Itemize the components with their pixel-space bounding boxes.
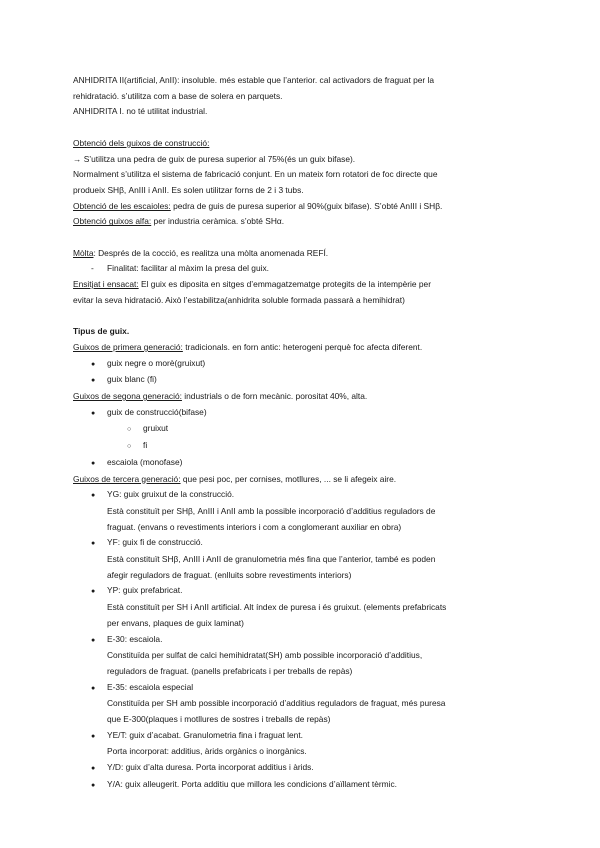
tercera-item-detail: fraguat. (envans o revestiments interiors i com a conglomerant auxiliar en obra) (107, 521, 402, 532)
primera-line: Guixos de primera generació: tradicionals. en forn antic: heterogeni perquè foc afecta diferent. (73, 341, 423, 352)
circle-bullet-icon: ○ (127, 426, 132, 434)
tercera-item-detail: Porta incorporat: additius, àrids orgànics o inorgànics. (107, 746, 307, 757)
ensitjat-line-1: Ensitjat i ensacat: El guix es diposita en sitges d’emmagatzematge protegits de la intempèrie per (73, 279, 431, 290)
tercera-item: ● YP: guix prefabricat. (73, 583, 533, 600)
arrow-icon: → (73, 153, 82, 164)
tercera-item: ● E-35: escaiola especial (73, 680, 533, 697)
tercera-line: Guixos de tercera generació: que pesi poc, per cornises, motllures, ... se li afegeix aire. (73, 473, 397, 484)
primera-label: Guixos de primera generació: (73, 341, 183, 352)
tercera-label: Guixos de tercera generació: (73, 473, 181, 484)
segona-label: Guixos de segona generació: (73, 391, 182, 402)
bullet-icon: ● (91, 684, 96, 692)
bullet-icon: ● (91, 588, 96, 596)
bullet-icon: ● (91, 781, 96, 789)
tercera-item-detail: que E-300(plaques i motllures de sostres i treballs de repàs) (107, 714, 331, 725)
tercera-item: ● Y/A: guix alleugerit. Porta additiu que millora les condicions d’aïllament tèrmic. (73, 777, 533, 794)
molta-item: - Finalitat: facilitar al màxim la presa del guix. (73, 261, 533, 277)
ensitjat-label: Ensitjat i ensacat: (73, 279, 139, 290)
tercera-item-detail: Constituïda per sulfat de calci hemihidratat(SH) amb possible incorporació d’additius, (107, 650, 423, 661)
escaioles-label: Obtenció de les escaioles: (73, 200, 171, 211)
tercera-item: ● E-30: escaiola. (73, 632, 533, 649)
primera-item: ● guix negre o morè(gruixut) (73, 356, 533, 373)
tercera-item-detail: Constituïda per SH amb possible incorporació d’additius reguladors de fraguat, més puresa (107, 698, 446, 709)
bullet-icon: ● (91, 540, 96, 548)
bullet-icon: ● (91, 636, 96, 644)
alfa-line: Obtenció guixos alfa: per industria ceràmica. s’obté SHα. (73, 216, 285, 227)
escaioles-line: Obtenció de les escaioles: pedra de guis de puresa superior al 90%(guix bifase). S’obté AnIII i SHβ. (73, 200, 443, 211)
tercera-item-detail: Està constituït per SHβ, AnIII i AnII amb la possible incorporació d’additius reguladors de (107, 505, 436, 516)
alfa-label: Obtenció guixos alfa: (73, 216, 152, 227)
tercera-item-detail: Està constituït SHβ, AnIII i AnII de granulometria més fina que l’anterior, també es poden (107, 554, 436, 565)
circle-bullet-icon: ○ (127, 443, 132, 451)
obtencio-heading: Obtenció dels guixos de construcció: (73, 137, 210, 148)
intro-line-2: rehidratació. s’utilitza com a base de solera en parquets. (73, 90, 283, 101)
obtencio-line-2: Normalment s’utilitza el sistema de fabricació conjunt. En un mateix forn rotatori de foc directe que (73, 169, 438, 180)
intro-line-1: ANHIDRITA II(artificial, AnII): insoluble. més estable que l’anterior. cal activadors de fraguat per la (73, 75, 435, 85)
obtencio-line-1: → S’utilitza una pedra de guix de puresa superior al 75%(és un guix bifase). (73, 153, 356, 164)
tercera-item: ● YF: guix fi de construcció. (73, 535, 533, 552)
segona-sub-item: ○ fi (73, 438, 533, 455)
tercera-item-detail: per envans, plaques de guix laminat) (107, 617, 244, 628)
bullet-icon: ● (91, 492, 96, 500)
tercera-item: ● YG: guix gruixut de la construcció. (73, 487, 533, 504)
tercera-item-detail: reguladors de fraguat. (panells prefabricats i per treballs de repàs) (107, 665, 353, 676)
tercera-item: ● YE/T: guix d’acabat. Granulometria fina i fraguat lent. (73, 728, 533, 745)
segona-sub-item: ○ gruixut (73, 421, 533, 438)
bullet-icon: ● (91, 732, 96, 740)
bullet-icon: ● (91, 459, 96, 467)
primera-item: ● guix blanc (fi) (73, 372, 533, 389)
bullet-icon: ● (91, 377, 96, 385)
segona-item: ● escaiola (monofase) (73, 455, 533, 472)
ensitjat-line-2: evitar la seva hidratació. Això l’estabilitza(anhidrita soluble formada passarà a hemihidrat) (73, 294, 405, 305)
bullet-icon: ● (91, 360, 96, 368)
segona-item: ● guix de construcció(bifase) (73, 405, 533, 422)
tercera-item: ● Y/D: guix d’alta duresa. Porta incorporat additius i àrids. (73, 760, 533, 777)
intro-line-3: ANHIDRITA I. no té utilitat industrial. (73, 106, 208, 117)
tercera-item-detail: afegir reguladors de fraguat. (enlluits sobre revestiments interiors) (107, 569, 352, 580)
bullet-icon: ● (91, 409, 96, 417)
dash-marker: - (91, 263, 94, 274)
molta-label: Mòlta (73, 247, 94, 258)
segona-line: Guixos de segona generació: industrials o de forn mecànic. porositat 40%, alta. (73, 391, 368, 402)
obtencio-line-3: produeix SHβ, AnIII i AnII. Es solen utilitzar forns de 2 i 3 tubs. (73, 184, 304, 195)
tercera-item-detail: Està constituït per SH i AnII artificial. Alt índex de puresa i és gruixut. (elements prefabricats (107, 602, 447, 613)
tipus-heading: Tipus de guix. (73, 326, 130, 337)
molta-line: Mòlta: Després de la cocció, es realitza una mòlta anomenada REFÍ. (73, 247, 329, 258)
document-page (73, 73, 533, 794)
bullet-icon: ● (91, 765, 96, 773)
